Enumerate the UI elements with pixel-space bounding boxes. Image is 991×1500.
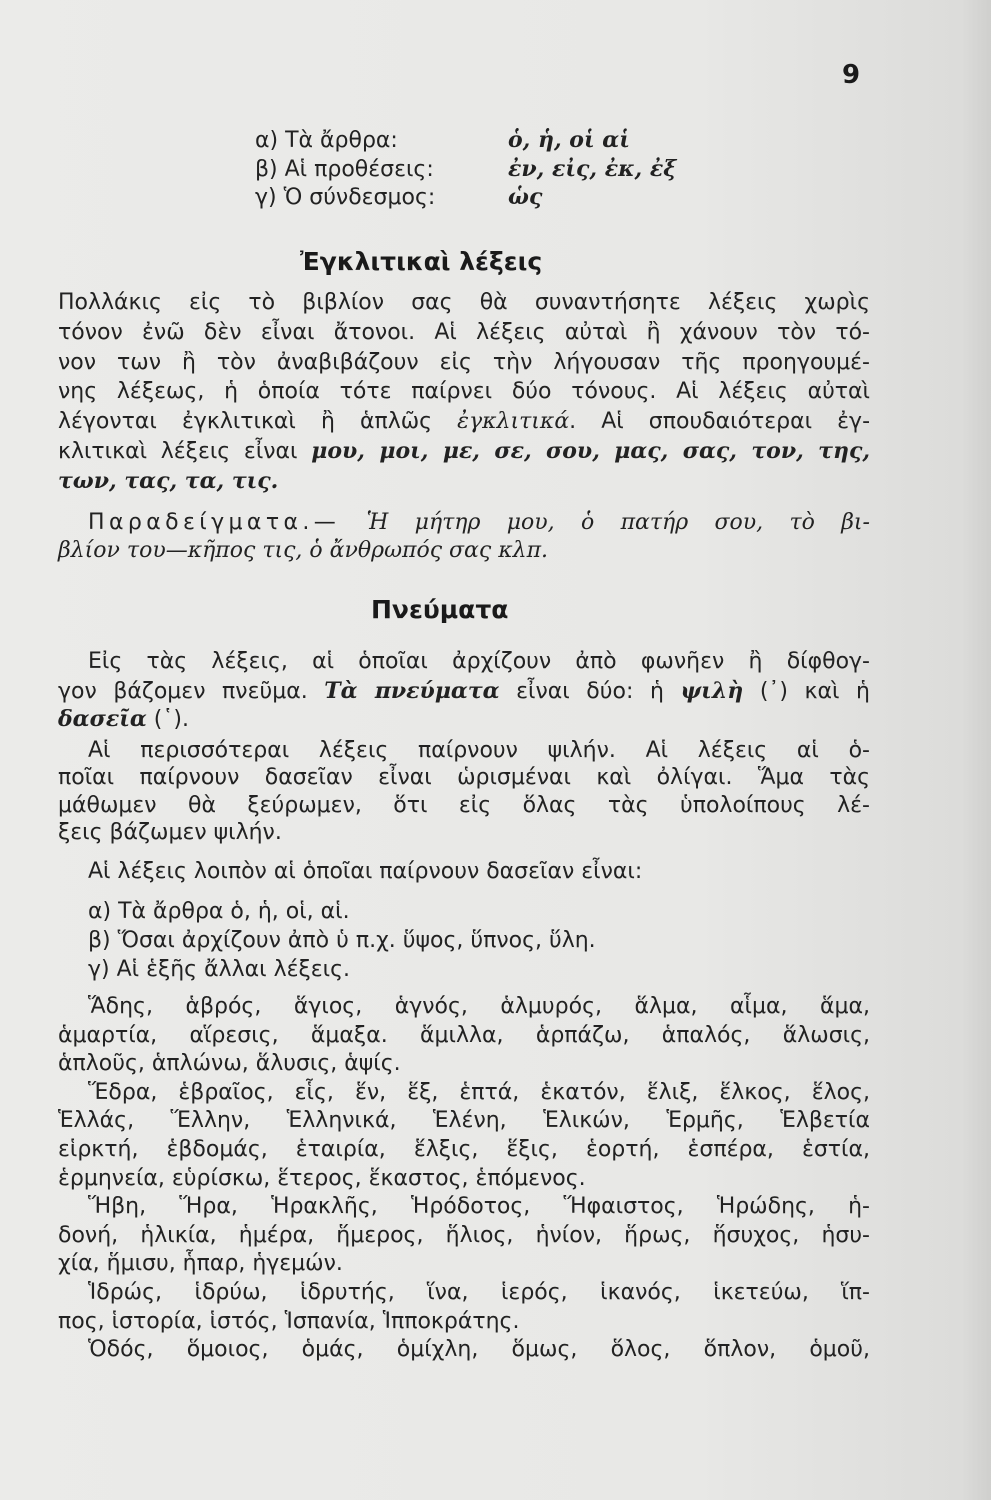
word-line: Ὁδός, ὅμοιος, ὁμάς, ὁμίχλη, ὅμως, ὅλος, ὅπλον, ὁμοῦ, bbox=[88, 1337, 870, 1363]
emphasis-term: ψιλὴ bbox=[680, 677, 744, 704]
summary-row bbox=[255, 183, 775, 212]
summary-label: β) Αἱ προθέσεις: bbox=[255, 156, 434, 182]
examples-label: Παραδείγματα.— bbox=[88, 510, 341, 535]
example-text: βλίον του—κῆπος τις, ὁ ἄνθρωπός σας κλπ. bbox=[58, 537, 549, 563]
section-heading-enclitics: Ἐγκλιτικαὶ λέξεις bbox=[300, 247, 543, 276]
summary-value: ἐν, εἰς, ἐκ, ἐξ bbox=[508, 155, 677, 182]
paragraph-line: μάθωμεν θὰ ξεύρωμεν, ὅτι εἰς ὅλας τὰς ὑπολοίπους λέ- bbox=[58, 792, 870, 818]
word-line: Ἕδρα, ἑβραῖος, εἷς, ἕν, ἕξ, ἑπτά, ἑκατόν, ἕλιξ, ἕλκος, ἕλος, bbox=[88, 1079, 870, 1105]
paragraph-line: Εἰς τὰς λέξεις, αἱ ὁποῖαι ἀρχίζουν ἀπὸ φωνῆεν ἢ δίφθογ- bbox=[88, 649, 870, 674]
summary-row bbox=[255, 155, 775, 184]
text-segment: . Αἱ σπουδαιότεραι ἐγ- bbox=[569, 409, 871, 435]
breathings-rule bbox=[58, 737, 870, 846]
paragraph-line: νον των ἢ τὸν ἀναβιβάζουν εἰς τὴν λήγουσαν τῆς προηγουμέ- bbox=[58, 349, 870, 375]
breathings-definition bbox=[58, 648, 870, 734]
word-line: ἑρμηνεία, εὑρίσκω, ἕτερος, ἕκαστος, ἑπόμενος. bbox=[58, 1165, 586, 1191]
word-line: ἁπλοῦς, ἁπλώνω, ἅλυσις, ἁψίς. bbox=[58, 1051, 401, 1077]
paragraph-line bbox=[58, 467, 870, 497]
enclitic-word-list: των, τας, τα, τις. bbox=[58, 467, 279, 494]
rough-breathing-word-list bbox=[58, 993, 870, 1365]
text-segment: γον βάζομεν πνεῦμα. bbox=[58, 678, 325, 704]
case-item: α) Τὰ ἄρθρα ὁ, ἡ, οἱ, αἱ. bbox=[88, 899, 350, 924]
word-line: Ἱδρώς, ἱδρύω, ἱδρυτής, ἵνα, ἱερός, ἱκανός, ἱκετεύω, ἵπ- bbox=[88, 1279, 870, 1305]
text-segment: κλιτικαὶ λέξεις εἶναι bbox=[58, 438, 312, 464]
paragraph-line: ξεις βάζωμεν ψιλήν. bbox=[58, 819, 282, 845]
enclitics-paragraph bbox=[58, 288, 870, 497]
word-line: ἁμαρτία, αἵρεσις, ἅμαξα. ἅμιλλα, ἁρπάζω, ἁπαλός, ἅλωσις, bbox=[58, 1022, 870, 1048]
paragraph-line bbox=[58, 437, 870, 467]
summary-label: α) Τὰ ἄρθρα: bbox=[255, 128, 398, 153]
paragraph-line: νης λέξεως, ἡ ὁποία τότε παίρνει δύο τόνους. Αἱ λέξεις αὐταὶ bbox=[58, 379, 870, 405]
paragraph-line: ποῖαι παίρνουν δασεῖαν εἶναι ὡρισμέναι καὶ ὀλίγαι. Ἅμα τὰς bbox=[58, 765, 870, 791]
emphasis-term: Τὰ πνεύματα bbox=[324, 677, 500, 704]
summary-label: γ) Ὁ σύνδεσμος: bbox=[255, 185, 436, 210]
text-segment: εἶναι δύο: ἡ bbox=[499, 678, 681, 704]
rough-breathing-cases bbox=[58, 897, 870, 984]
case-item: β) Ὅσαι ἀρχίζουν ἀπὸ ὑ π.χ. ὕψος, ὕπνος, ὕλη. bbox=[88, 928, 596, 953]
examples-line bbox=[58, 537, 870, 565]
word-line: Ἑλλάς, Ἕλλην, Ἑλληνικά, Ἑλένη, Ἑλικών, Ἑρμῆς, Ἑλβετία bbox=[58, 1108, 870, 1134]
enclitic-word-list: μου, μοι, με, σε, σου, μας, σας, τον, της, bbox=[311, 437, 871, 464]
word-line: χία, ἥμισυ, ἧπαρ, ἡγεμών. bbox=[58, 1251, 343, 1277]
breathings-intro bbox=[58, 857, 870, 886]
example-text: Ἡ μήτηρ μου, ὁ πατήρ σου, τὸ βι- bbox=[340, 510, 870, 535]
paragraph-line: Αἱ περισσότεραι λέξεις παίρνουν ψιλήν. Αἱ λέξεις αἱ ὁ- bbox=[88, 738, 870, 763]
enclitics-examples bbox=[58, 509, 870, 564]
text-segment: (᾿) καὶ ἡ bbox=[743, 678, 870, 704]
text-segment: λέγονται ἐγκλιτικαὶ ἢ ἁπλῶς bbox=[58, 409, 458, 435]
paragraph-line: Αἱ λέξεις λοιπὸν αἱ ὁποῖαι παίρνουν δασεῖαν εἶναι: bbox=[88, 859, 643, 884]
summary-list bbox=[255, 126, 775, 212]
summary-value: ὡς bbox=[508, 184, 543, 210]
summary-row bbox=[255, 126, 775, 155]
summary-value: ὁ, ἡ, οἱ αἱ bbox=[508, 127, 630, 153]
page-number: 9 bbox=[842, 60, 861, 90]
case-item: γ) Αἱ ἑξῆς ἄλλαι λέξεις. bbox=[88, 957, 350, 982]
text-segment: (῾). bbox=[146, 707, 189, 732]
word-line: εἱρκτή, ἑβδομάς, ἑταιρία, ἕλξις, ἕξις, ἑορτή, ἑσπέρα, ἑστία, bbox=[58, 1136, 870, 1162]
paragraph-line: τόνον ἐνῶ δὲν εἶναι ἄτονοι. Αἱ λέξεις αὐταὶ ἢ χάνουν τὸν τό- bbox=[58, 319, 870, 345]
section-heading-breathings: Πνεύματα bbox=[371, 595, 509, 624]
word-line: Ἥβη, Ἥρα, Ἡρακλῆς, Ἡρόδοτος, Ἥφαιστος, Ἡρώδης, ἡ- bbox=[88, 1194, 870, 1220]
word-line: Ἅδης, ἁβρός, ἅγιος, ἁγνός, ἁλμυρός, ἅλμα, αἷμα, ἅμα, bbox=[88, 994, 870, 1019]
examples-line bbox=[58, 509, 870, 537]
emphasis-term: δασεῖα bbox=[58, 706, 147, 732]
paragraph-line bbox=[58, 677, 870, 706]
word-line: δονή, ἡλικία, ἡμέρα, ἥμερος, ἥλιος, ἡνίον, ἥρως, ἥσυχος, ἡσυ- bbox=[58, 1222, 870, 1248]
paragraph-line: Πολλάκις εἰς τὸ βιβλίον σας θὰ συναντήσητε λέξεις χωρὶς bbox=[58, 290, 870, 315]
word-line: πος, ἱστορία, ἱστός, Ἱσπανία, Ἱπποκράτης. bbox=[58, 1308, 520, 1334]
italic-term: ἐγκλιτικά bbox=[457, 409, 570, 435]
paragraph-line bbox=[58, 705, 870, 734]
paragraph-line bbox=[58, 407, 870, 437]
